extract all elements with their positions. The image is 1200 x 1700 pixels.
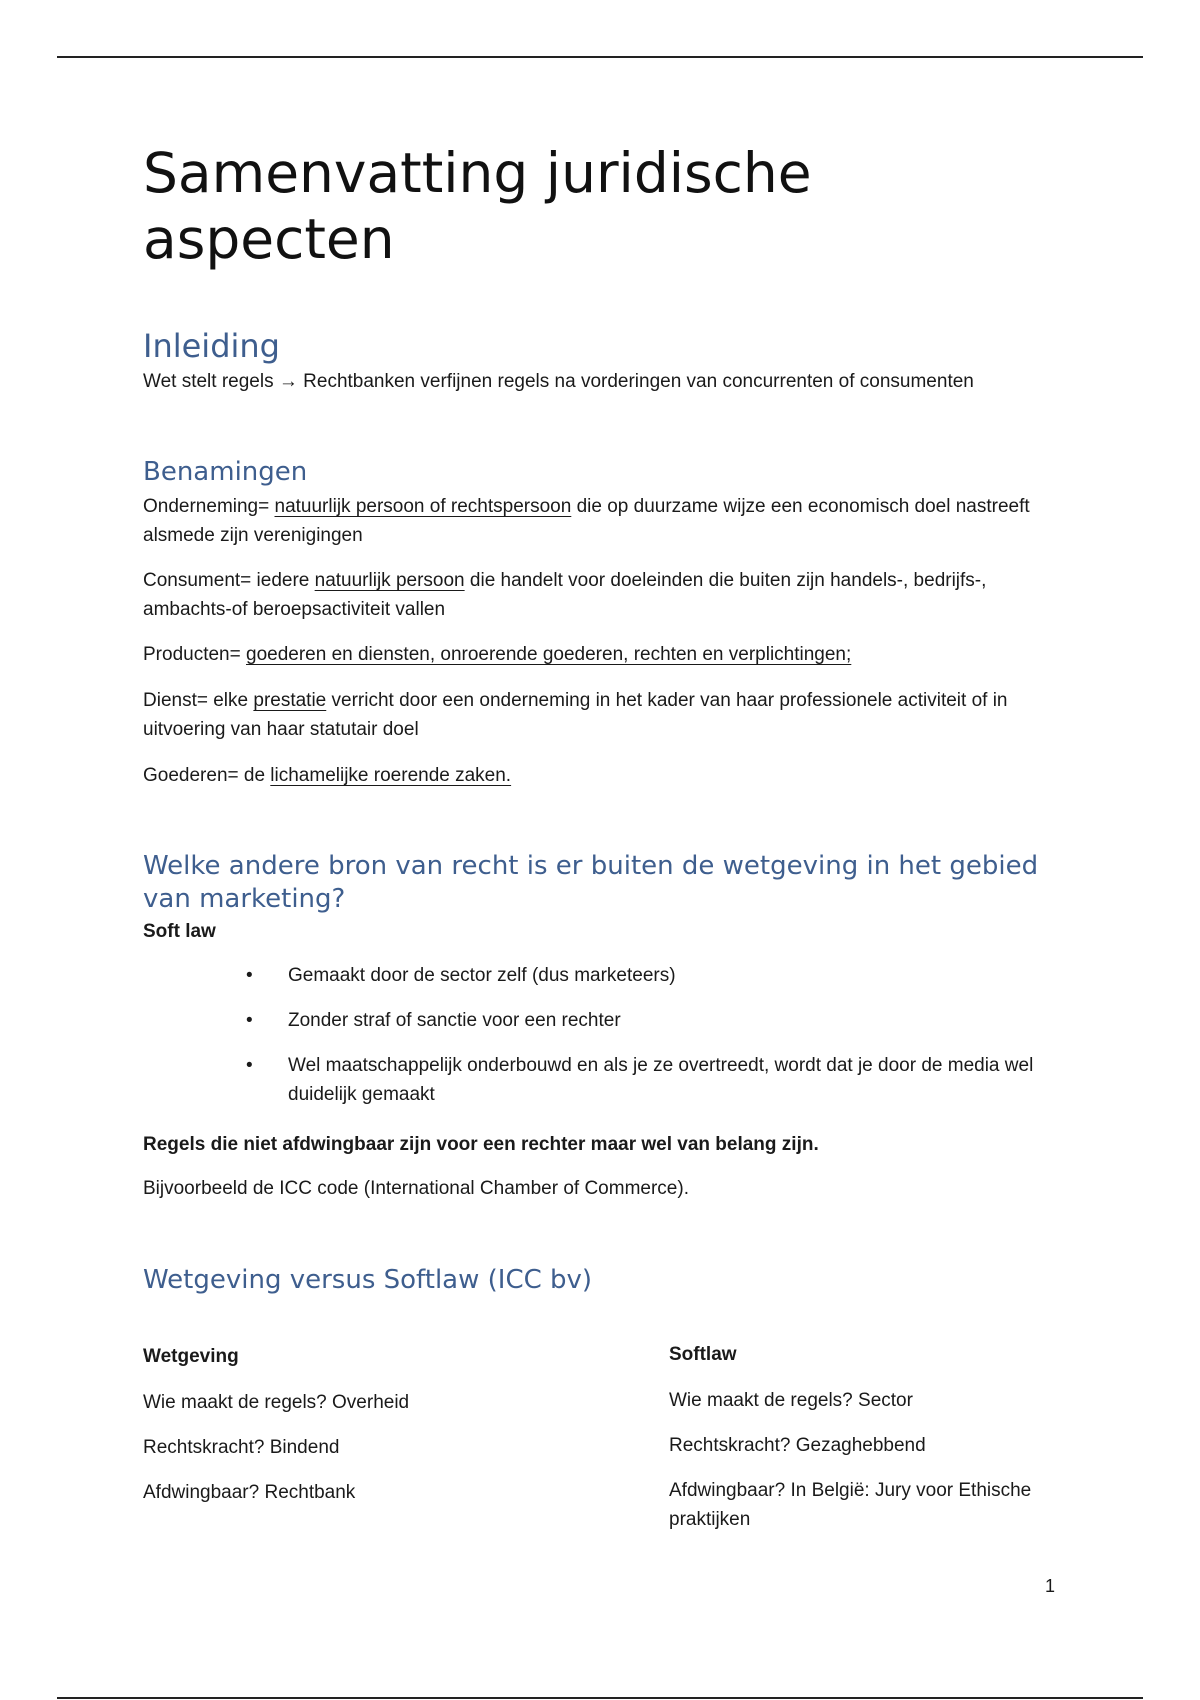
- arrow-right-icon: →: [278, 371, 298, 392]
- soft-law-subheading: [143, 917, 1063, 946]
- column-heading-text: Wetgeving: [143, 1346, 239, 1367]
- column-heading: [669, 1340, 1089, 1369]
- soft-law-label: Soft law: [143, 921, 216, 942]
- soft-law-bullet-list: [246, 961, 1046, 1125]
- definition-term: Onderneming=: [143, 496, 270, 517]
- header-rule: [57, 56, 1143, 58]
- heading-benamingen: Benamingen: [143, 457, 308, 487]
- heading-inleiding: Inleiding: [143, 327, 280, 365]
- list-item: • Wel maatschappelijk onderbouwd en als je ze overtreedt, wordt dat je door de media wel duidelijk gemaakt: [246, 1051, 1046, 1109]
- wetgeving-column: [143, 1342, 563, 1523]
- inleiding-text-a: Wet stelt regels: [143, 371, 274, 392]
- column-line: Afdwingbaar? In België: Jury voor Ethische praktijken: [669, 1480, 1032, 1530]
- inleiding-text-b: Rechtbanken verfijnen regels na vorderingen van concurrenten of consumenten: [303, 371, 974, 392]
- definition-underlined: lichamelijke roerende zaken.: [270, 765, 512, 786]
- column-line: Rechtskracht? Bindend: [143, 1437, 340, 1458]
- column-heading-text: Softlaw: [669, 1344, 737, 1365]
- definition-goederen: [143, 761, 1063, 790]
- column-line: Wie maakt de regels? Sector: [669, 1390, 913, 1411]
- list-item: • Zonder straf of sanctie voor een rechter: [246, 1006, 1046, 1035]
- heading-bron-van-recht: Welke andere bron van recht is er buiten de wetgeving in het gebied van marketing?: [143, 851, 1039, 914]
- definition-term: Producten=: [143, 644, 241, 665]
- page-number: 1: [1045, 1576, 1056, 1596]
- definition-term: Goederen= de: [143, 765, 266, 786]
- icc-example: Bijvoorbeeld de ICC code (International Chamber of Commerce).: [143, 1178, 689, 1199]
- definition-rest: die op duurzame wijze een economisch doel nastreeft alsmede zijn verenigingen: [143, 496, 1030, 546]
- definition-rest: die handelt voor doeleinden die buiten zijn handels-, bedrijfs-, ambachts-of beroepsactiviteit vallen: [143, 570, 987, 620]
- definition-underlined: natuurlijk persoon: [314, 570, 465, 591]
- definition-term: Consument= iedere: [143, 570, 310, 591]
- document-title: Samenvatting juridische aspecten: [143, 141, 812, 271]
- definition-underlined: natuurlijk persoon of rechtspersoon: [274, 496, 572, 517]
- column-line: Rechtskracht? Gezaghebbend: [669, 1435, 926, 1456]
- definition-underlined: goederen en diensten, onroerende goederen, rechten en verplichtingen;: [246, 644, 852, 665]
- definition-rest: verricht door een onderneming in het kader van haar professionele activiteit of in uitvoering van haar statutair doel: [143, 690, 1008, 740]
- column-line: Afdwingbaar? Rechtbank: [143, 1482, 356, 1503]
- footer-rule: [57, 1697, 1143, 1699]
- definition-underlined: prestatie: [253, 690, 327, 711]
- definition-dienst: [143, 686, 1063, 744]
- softlaw-column: [669, 1340, 1089, 1550]
- definition-onderneming: [143, 492, 1063, 550]
- definition-term: Dienst= elke: [143, 690, 249, 711]
- column-heading: [143, 1342, 563, 1371]
- inleiding-text: [143, 367, 1063, 396]
- definition-producten: [143, 640, 1063, 669]
- heading-wetgeving-vs-softlaw: Wetgeving versus Softlaw (ICC bv): [143, 1265, 593, 1295]
- bold-statement: [143, 1130, 1063, 1159]
- list-item: • Gemaakt door de sector zelf (dus marketeers): [246, 961, 1046, 990]
- definition-consument: [143, 566, 1063, 624]
- bold-statement-text: Regels die niet afdwingbaar zijn voor een rechter maar wel van belang zijn.: [143, 1134, 819, 1155]
- column-line: Wie maakt de regels? Overheid: [143, 1392, 410, 1413]
